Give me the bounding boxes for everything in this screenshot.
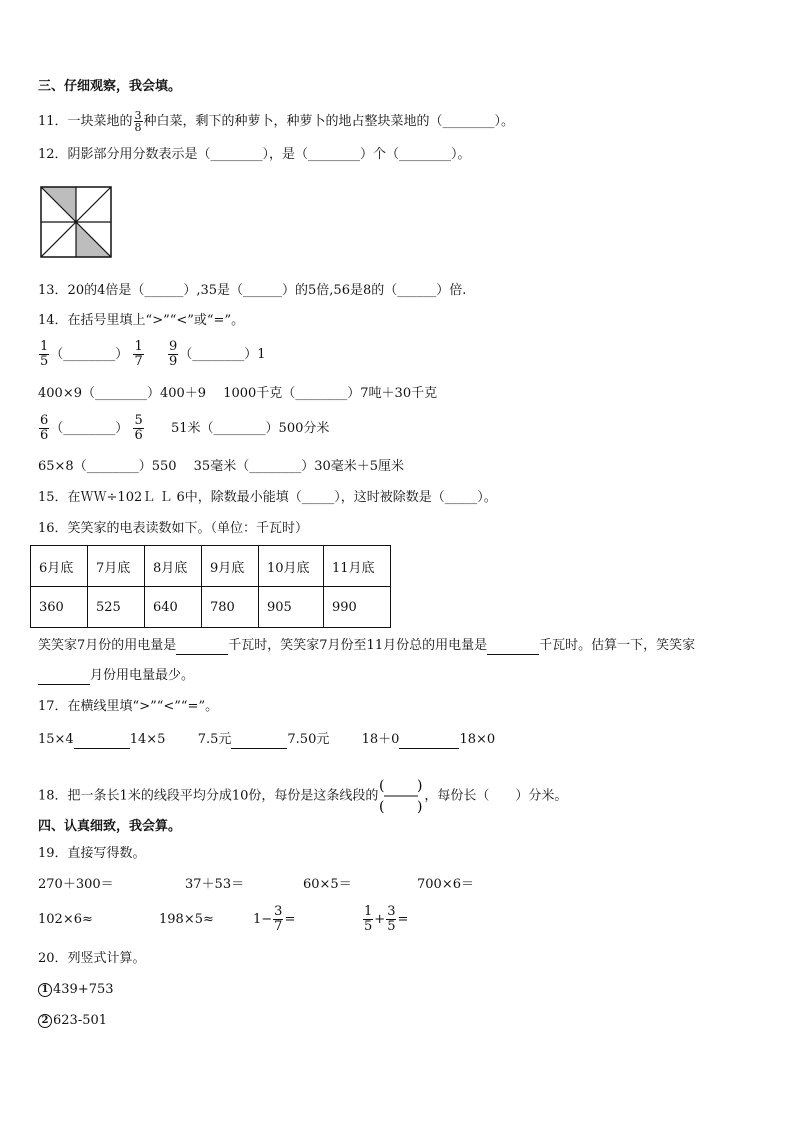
answer-blank[interactable] [487,640,539,655]
table-header-cell: 6月底 [31,546,88,587]
svg-text:(: ( [379,799,385,815]
answer-blank[interactable] [38,670,90,685]
q14-frac-1-5: $\frac{1}{5}$ [40,339,49,369]
answer-blank[interactable] [176,640,228,655]
fraction-blank-box[interactable] [378,777,424,815]
q16-line-1: 笑笑家7月份的用电量是 千瓦时，笑笑家7月份至11月份总的用电量是 千瓦时。估算一下，笑笑家 [38,638,696,653]
q19-item: 198×5≈ [159,912,214,927]
q19-frac: $\frac{3}{7}$ [274,904,283,934]
table-header-cell: 7月底 [88,546,145,587]
q19-item: 270＋300＝ [38,877,114,892]
table-header-cell: 8月底 [145,546,202,587]
table-header-cell: 11月底 [324,546,391,587]
q14-row-1 [38,338,266,372]
answer-blank[interactable] [231,734,287,749]
q16-line-2: 月份用电量最少。 [38,667,194,685]
q14-blank: （________） [179,347,258,362]
table-cell: 360 [31,587,88,628]
question-12: 12．阴影部分用分数表示是（________），是（________）个（________）。 [38,147,471,162]
table-row [31,546,391,587]
section-3-heading: 三、仔细观察，我会填。 [38,79,182,94]
question-20: 20．列竖式计算。 [38,951,146,966]
table-cell: 780 [202,587,259,628]
q11-text-post: 种白菜，剩下的种萝卜，种萝卜的地占整块菜地的（________）。 [143,114,515,129]
table-cell: 905 [259,587,324,628]
q14-row-3-right: 51米（________）500分米 [171,421,330,436]
table-cell: 990 [324,587,391,628]
table-cell: 640 [145,587,202,628]
table-cell: 525 [88,587,145,628]
q19-frac: $\frac{3}{5}$ [387,904,396,934]
question-16: 16．笑笑家的电表读数如下。（单位：千瓦时） [38,521,309,536]
q19-item: 700×6＝ [417,877,474,892]
q14-value: 1 [257,347,266,362]
q19-item: 60×5＝ [303,877,352,892]
list-item: 1 439+753 [38,981,114,999]
circled-number-icon: 2 [38,1014,52,1028]
q14-frac-5-6: $\frac{5}{6}$ [134,413,143,443]
answer-blank[interactable] [399,734,459,749]
q14-blank: （________） [50,347,129,362]
q14-frac-1-7: $\frac{1}{7}$ [134,339,143,369]
q14-row-2: 400×9（________）400＋9 1000千克（________）7吨＋30千克 [38,386,438,401]
q11-fraction: $\frac{3}{8}$ [134,109,142,134]
meter-table [30,545,391,628]
question-14: 14．在括号里填上“>”“<”或“=”。 [38,313,245,328]
question-19: 19．直接写得数。 [38,846,146,861]
list-item: 2 623-501 [38,1012,107,1030]
q14-row-3 [38,411,329,447]
q14-frac-6-6: $\frac{6}{6}$ [40,413,49,443]
q19-item: $\frac{1}{5}$ + $\frac{3}{5}$ = [364,904,409,934]
question-11 [38,110,514,133]
q17-row: 15×4 14×5 7.5元 7.50元 18＋0 18×0 [38,732,496,747]
q11-text-pre: 11．一块菜地的 [38,114,133,129]
table-header-cell: 9月底 [202,546,259,587]
q14-row-4: 65×8（________）550 35毫米（________）30毫米＋5厘米 [38,459,405,474]
shaded-square-figure [40,186,112,258]
answer-blank[interactable] [74,734,130,749]
table-row [31,587,391,628]
q19-item: 1− $\frac{3}{7}$ = [253,904,296,934]
svg-text:(: ( [379,778,385,794]
svg-text:): ) [417,799,423,815]
table-header-cell: 10月底 [259,546,324,587]
q19-frac: $\frac{1}{5}$ [364,904,373,934]
q19-item: 37＋53＝ [185,877,245,892]
q14-frac-9-9: $\frac{9}{9}$ [169,339,178,369]
question-18: 18．把一条长1米的线段平均分成10份，每份是这条线段的 ( ) ( ) ，每份长（ ）分米。 [38,778,568,815]
section-4-heading: 四、认真细致，我会算。 [38,819,182,834]
q14-blank: （________） [50,421,129,436]
circled-number-icon: 1 [38,983,52,997]
question-15: 15．在ＷＷ÷102Ｌ Ｌ 6中，除数最小能填（_____），这时被除数是（_____）。 [38,490,497,505]
question-13: 13．20的4倍是（______）,35是（______）的5倍,56是8的（______）倍. [38,283,467,298]
svg-text:): ) [417,778,423,794]
q19-item: 102×6≈ [38,912,93,927]
question-17: 17．在横线里填“>”“<”“=”。 [38,699,219,714]
